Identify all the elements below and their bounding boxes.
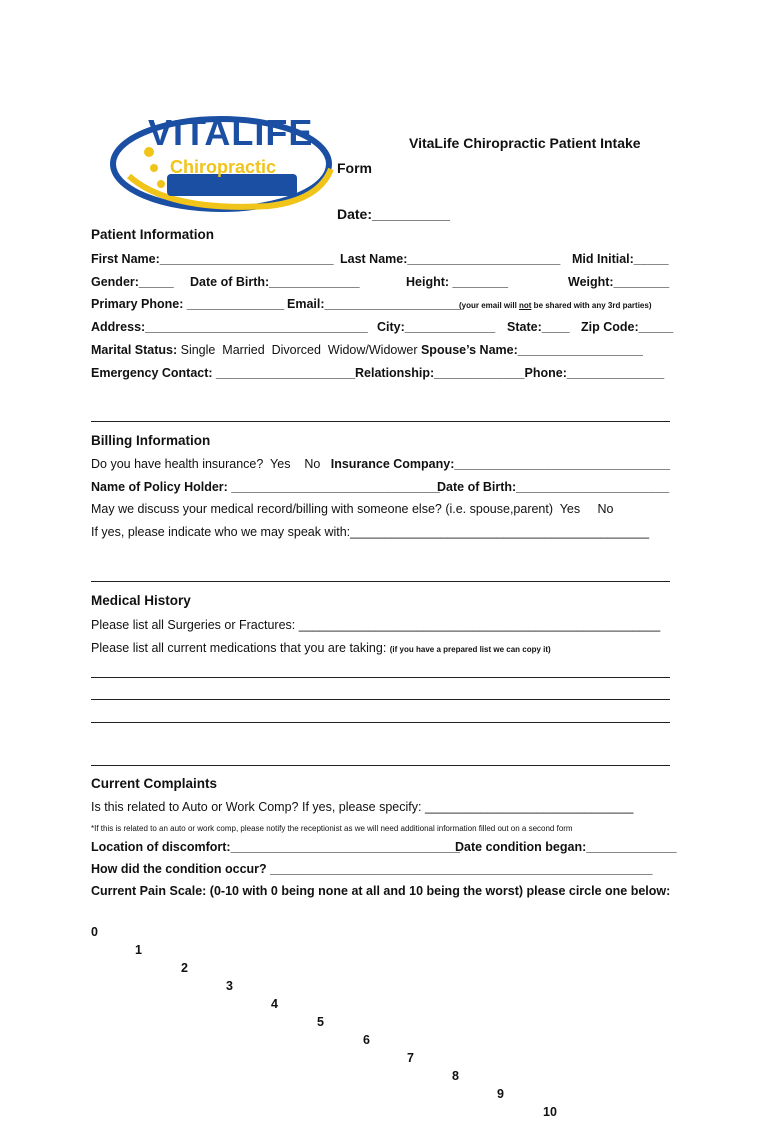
- medication-line[interactable]: [91, 699, 670, 700]
- relationship-phone-field[interactable]: Relationship:_____________Phone:______________: [355, 366, 665, 380]
- logo-brand: VITALIFE: [148, 112, 314, 153]
- policy-holder-field[interactable]: Name of Policy Holder: ______________________________: [91, 480, 440, 494]
- date-field[interactable]: Date:__________: [337, 206, 450, 222]
- pain-option[interactable]: 6: [363, 1033, 370, 1047]
- pain-option[interactable]: 10: [543, 1105, 557, 1119]
- policy-dob-field[interactable]: Date of Birth:______________________: [437, 480, 670, 494]
- medical-heading: Medical History: [91, 593, 191, 608]
- vitalife-logo: [100, 96, 330, 196]
- medication-line[interactable]: [91, 677, 670, 678]
- pain-option[interactable]: 1: [135, 943, 142, 957]
- last-name-field[interactable]: Last Name:______________________: [340, 252, 561, 266]
- pain-scale: [91, 907, 557, 1123]
- mid-initial-field[interactable]: Mid Initial:_____: [572, 252, 669, 266]
- auto-work-note: *If this is related to an auto or work comp, please notify the receptionist as we will need additional information filled out on a second form: [91, 824, 573, 833]
- section-divider: [91, 765, 670, 766]
- surgeries-field[interactable]: Please list all Surgeries or Fractures: ____________________________________________________: [91, 618, 661, 632]
- auto-work-question[interactable]: Is this related to Auto or Work Comp? If yes, please specify: ______________________________: [91, 800, 634, 814]
- complaints-heading: Current Complaints: [91, 776, 218, 791]
- speak-with-field[interactable]: If yes, please indicate who we may speak with:___________________________________________: [91, 525, 650, 539]
- pain-option[interactable]: 7: [407, 1051, 414, 1065]
- weight-field[interactable]: Weight:________: [568, 275, 670, 289]
- billing-heading: Billing Information: [91, 433, 211, 448]
- pain-scale-label: Current Pain Scale: (0-10 with 0 being none at all and 10 being the worst) please circle one below:: [91, 884, 671, 898]
- patient-info-heading: Patient Information: [91, 227, 215, 242]
- pain-option[interactable]: 0: [91, 925, 98, 939]
- pain-option[interactable]: 4: [271, 997, 278, 1011]
- marital-status: Marital Status: Single Married Divorced Widow/Widower Spouse’s Name:__________________: [91, 343, 643, 357]
- email-field[interactable]: Email:____________________: [287, 297, 464, 311]
- form-title-line2: Form: [337, 160, 372, 176]
- gender-field[interactable]: Gender:_____: [91, 275, 174, 289]
- medications-question: Please list all current medications that you are taking: (if you have a prepared list we can copy it): [91, 641, 551, 655]
- pain-option[interactable]: 3: [226, 979, 233, 993]
- zip-field[interactable]: Zip Code:_____: [581, 320, 674, 334]
- section-divider: [91, 581, 670, 582]
- first-name-field[interactable]: First Name:_________________________: [91, 252, 334, 266]
- insurance-question: Do you have health insurance? Yes No Insurance Company:_______________________________: [91, 457, 670, 471]
- city-field[interactable]: City:_____________: [377, 320, 496, 334]
- email-note: (your email will not be shared with any 3rd parties): [459, 301, 652, 310]
- pain-option[interactable]: 9: [497, 1087, 504, 1101]
- pain-option[interactable]: 5: [317, 1015, 324, 1029]
- primary-phone-field[interactable]: Primary Phone: ______________: [91, 297, 285, 311]
- section-divider: [91, 421, 670, 422]
- pain-option[interactable]: 2: [181, 961, 188, 975]
- dob-field[interactable]: Date of Birth:_____________: [190, 275, 360, 289]
- form-title-line1: VitaLife Chiropractic Patient Intake: [409, 135, 641, 151]
- date-began-field[interactable]: Date condition began:_____________: [455, 840, 677, 854]
- height-field[interactable]: Height: ________: [406, 275, 509, 289]
- emergency-contact-field[interactable]: Emergency Contact: ____________________: [91, 366, 356, 380]
- medication-line[interactable]: [91, 722, 670, 723]
- how-occur-field[interactable]: How did the condition occur? _______________________________________________________: [91, 862, 653, 876]
- logo-sub: Chiropractic: [170, 157, 277, 177]
- address-field[interactable]: Address:________________________________: [91, 320, 368, 334]
- state-field[interactable]: State:____: [507, 320, 570, 334]
- pain-option[interactable]: 8: [452, 1069, 459, 1083]
- discuss-question: May we discuss your medical record/billing with someone else? (i.e. spouse,parent) Yes No: [91, 502, 614, 516]
- location-field[interactable]: Location of discomfort:_________________________________: [91, 840, 460, 854]
